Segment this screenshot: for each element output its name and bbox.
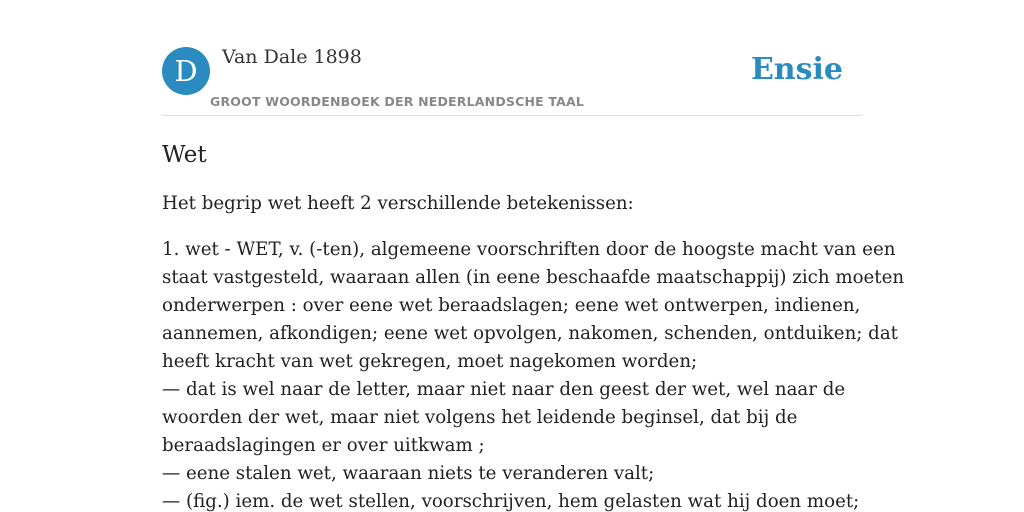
dictionary-header [162,44,862,116]
definition-line: beraadslagingen er over uitkwam ; [162,435,485,456]
definition-line: staat vastgesteld, waaraan allen (in eene beschaafde maatschappij) zich moeten [162,267,905,288]
dictionary-avatar[interactable]: D [162,47,210,95]
ensie-logo[interactable]: Ensie [750,52,843,87]
dictionary-title[interactable]: Van Dale 1898 [222,46,362,68]
entry-intro: Het begrip wet heeft 2 verschillende betekenissen: [162,193,634,214]
definition-line: onderwerpen : over eene wet beraadslagen; eene wet ontwerpen, indienen, [162,295,861,316]
definition-line: woorden der wet, maar niet volgens het leidende beginsel, dat bij de [162,407,798,428]
definition-text [162,236,905,512]
page-title: Wet [162,142,207,168]
definition-line: — (fig.) iem. de wet stellen, voorschrijven, hem gelasten wat hij doen moet; [162,491,860,512]
entry-content [162,138,905,512]
definition-line: aannemen, afkondigen; eene wet opvolgen, nakomen, schenden, ontduiken; dat [162,323,898,344]
definition-line: 1. wet - WET, v. (-ten), algemeene voorschriften door de hoogste macht van een [162,239,896,260]
definition-line: — eene stalen wet, waaraan niets te veranderen valt; [162,463,655,484]
definition-line: heeft kracht van wet gekregen, moet nagekomen worden; [162,351,698,372]
dictionary-subtitle: GROOT WOORDENBOEK DER NEDERLANDSCHE TAAL [210,94,585,109]
definition-line: — dat is wel naar de letter, maar niet naar den geest der wet, wel naar de [162,379,846,400]
